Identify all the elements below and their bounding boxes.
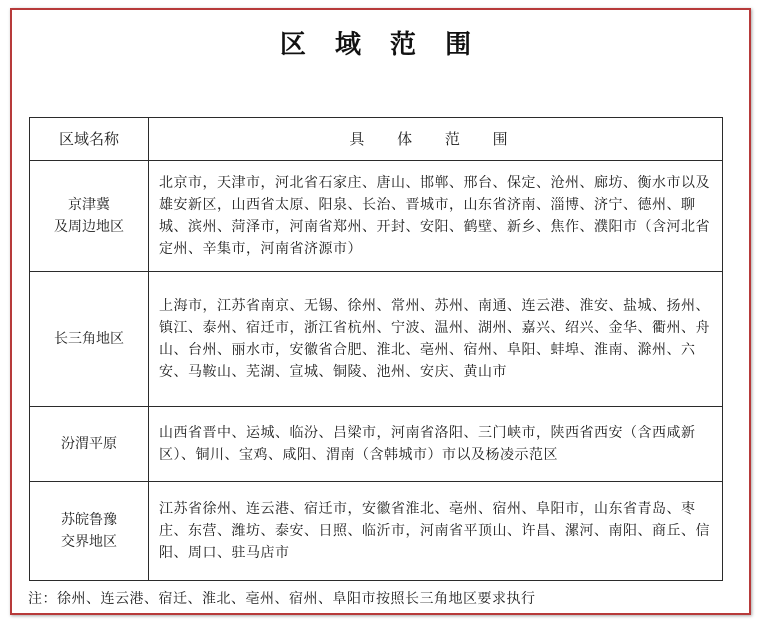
table-row	[30, 407, 723, 482]
table-row	[30, 161, 723, 272]
document-frame	[10, 8, 751, 615]
region-name-line: 及周边地区	[54, 219, 124, 235]
region-name-line: 苏皖鲁豫	[61, 512, 117, 528]
table-row	[30, 272, 723, 407]
region-name-cell	[30, 161, 149, 272]
region-name-line: 长三角地区	[54, 331, 124, 347]
region-scope-cell: 上海市，江苏省南京、无锡、徐州、常州、苏州、南通、连云港、淮安、盐城、扬州、镇江、泰州、宿迁市，浙江省杭州、宁波、温州、湖州、嘉兴、绍兴、金华、衢州、舟山、台州、丽水市，安徽省合肥、淮北、亳州、宿州、阜阳、蚌埠、淮南、滁州、六安、马鞍山、芜湖、宣城、铜陵、池州、安庆、黄山市	[149, 272, 723, 407]
region-name-cell	[30, 482, 149, 581]
region-name-line: 京津冀	[68, 197, 110, 213]
region-table	[29, 117, 723, 581]
region-scope-cell: 北京市，天津市，河北省石家庄、唐山、邯郸、邢台、保定、沧州、廊坊、衡水市以及雄安新区，山西省太原、阳泉、长治、晋城市，山东省济南、淄博、济宁、德州、聊城、滨州、菏泽市，河南省郑州、开封、安阳、鹤壁、新乡、焦作、濮阳市（含河北省定州、辛集市，河南省济源市）	[149, 161, 723, 272]
header-scope: 具 体 范 围	[149, 118, 723, 161]
region-scope-cell: 江苏省徐州、连云港、宿迁市，安徽省淮北、亳州、宿州、阜阳市，山东省青岛、枣庄、东营、潍坊、泰安、日照、临沂市，河南省平顶山、许昌、漯河、南阳、商丘、信阳、周口、驻马店市	[149, 482, 723, 581]
header-region-name: 区域名称	[30, 118, 149, 161]
region-scope-cell: 山西省晋中、运城、临汾、吕梁市，河南省洛阳、三门峡市，陕西省西安（含西咸新区）、铜川、宝鸡、咸阳、渭南（含韩城市）市以及杨凌示范区	[149, 407, 723, 482]
table-row	[30, 482, 723, 581]
region-name-cell	[30, 407, 149, 482]
table-header-row	[30, 118, 723, 161]
region-name-line: 汾渭平原	[61, 436, 117, 452]
region-name-cell	[30, 272, 149, 407]
footnote: 注：徐州、连云港、宿迁、淮北、亳州、宿州、阜阳市按照长三角地区要求执行	[28, 591, 536, 607]
region-name-line: 交界地区	[61, 534, 117, 550]
page-title: 区 域 范 围	[279, 30, 482, 60]
